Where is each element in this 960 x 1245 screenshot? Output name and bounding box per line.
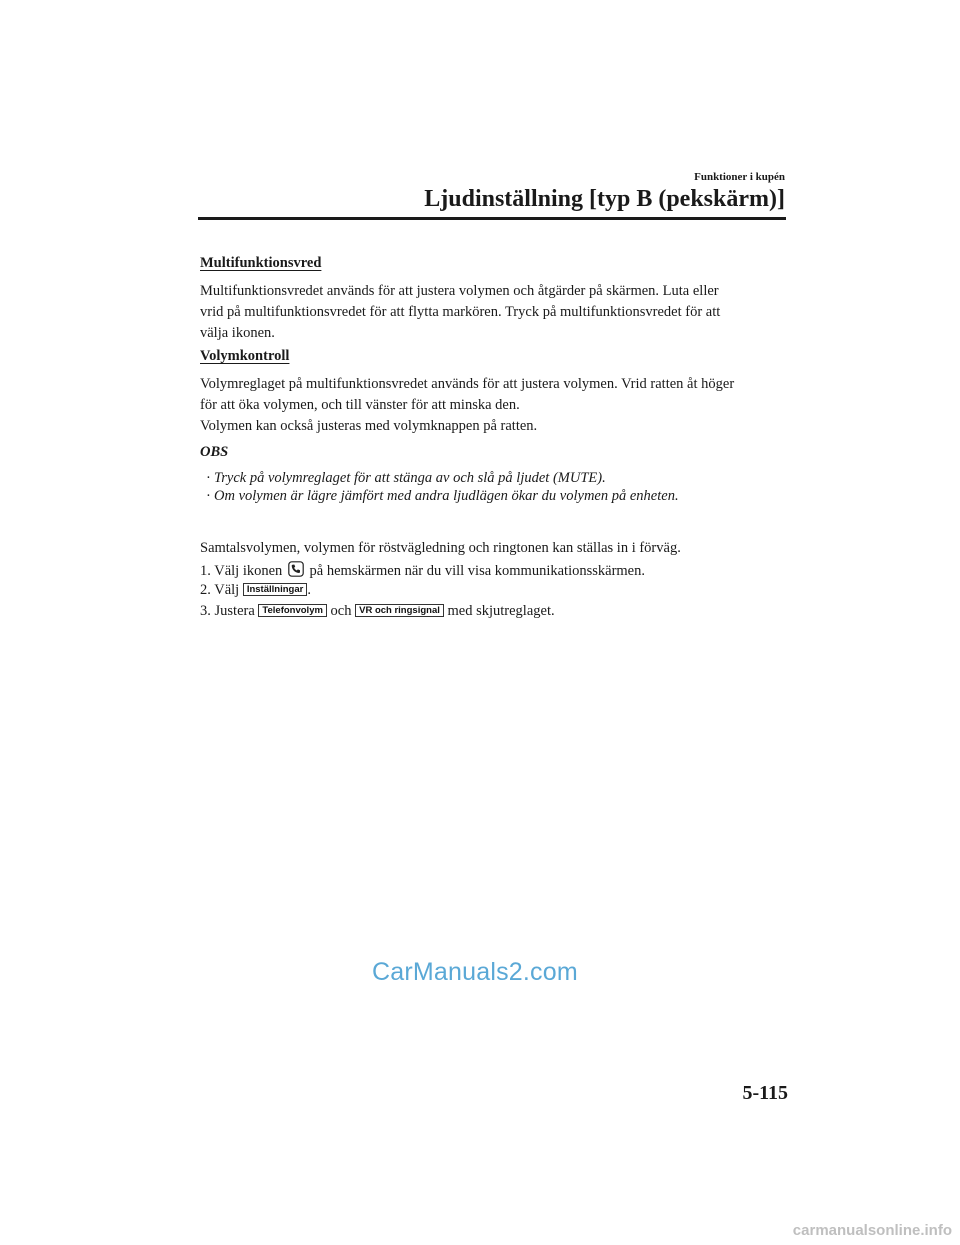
- note-bullet-text: Om volymen är lägre jämfört med andra ljudlägen ökar du volymen på enheten.: [214, 488, 679, 504]
- step-2: [200, 582, 311, 599]
- note-bullet-1: [206, 470, 606, 487]
- note-bullet-2: [206, 488, 679, 505]
- section-label: Funktioner i kupén: [694, 171, 785, 183]
- note-label: OBS: [200, 444, 229, 460]
- step-3: [200, 603, 555, 620]
- note-bullet-text: Tryck på volymreglaget för att stänga av och slå på ljudet (MUTE).: [214, 470, 606, 486]
- phone-icon: [288, 561, 304, 577]
- vr-ringtone-button[interactable]: VR och ringsignal: [355, 604, 444, 617]
- multifunction-line-3: välja ikonen.: [200, 325, 275, 341]
- step-2-suffix: .: [307, 582, 311, 598]
- calls-intro: Samtalsvolymen, volymen för röstvägledning och ringtonen kan ställas in i förväg.: [200, 540, 681, 556]
- volume-line-1: Volymreglaget på multifunktionsvredet används för att justera volymen. Vrid ratten åt höger: [200, 376, 735, 392]
- volume-line-3: Volymen kan också justeras med volymknappen på ratten.: [200, 418, 538, 434]
- volume-line-2: för att öka volymen, och till vänster för att minska den.: [200, 397, 520, 413]
- phone-volume-button[interactable]: Telefonvolym: [258, 604, 327, 617]
- step-3-middle: och: [330, 603, 352, 619]
- page-title: Ljudinställning [typ B (pekskärm)]: [424, 186, 785, 212]
- header-rule: [198, 217, 786, 220]
- footer-watermark: carmanualsonline.info: [792, 1222, 952, 1239]
- page-number: 5-115: [742, 1082, 788, 1104]
- watermark: CarManuals2.com: [372, 958, 578, 986]
- step-3-prefix: 3. Justera: [200, 603, 255, 619]
- volume-heading: Volymkontroll: [200, 348, 290, 364]
- multifunction-heading: Multifunktionsvred: [200, 255, 322, 271]
- multifunction-line-2: vrid på multifunktionsvredet för att flytta markören. Tryck på multifunktionsvredet för att: [200, 304, 721, 320]
- multifunction-text: [200, 281, 790, 344]
- step-2-prefix: 2. Välj: [200, 582, 240, 598]
- step-1-suffix: på hemskärmen när du vill visa kommunikationsskärmen.: [309, 563, 645, 579]
- bullet-dot: ·: [206, 470, 211, 486]
- settings-button[interactable]: Inställningar: [243, 583, 307, 596]
- multifunction-line-1: Multifunktionsvredet används för att justera volymen och åtgärder på skärmen. Luta eller: [200, 283, 719, 299]
- bullet-dot: ·: [206, 488, 211, 504]
- volume-text: [200, 374, 790, 437]
- step-3-suffix: med skjutreglaget.: [447, 603, 555, 619]
- step-1-prefix: 1. Välj ikonen: [200, 563, 283, 579]
- step-1: [200, 561, 645, 580]
